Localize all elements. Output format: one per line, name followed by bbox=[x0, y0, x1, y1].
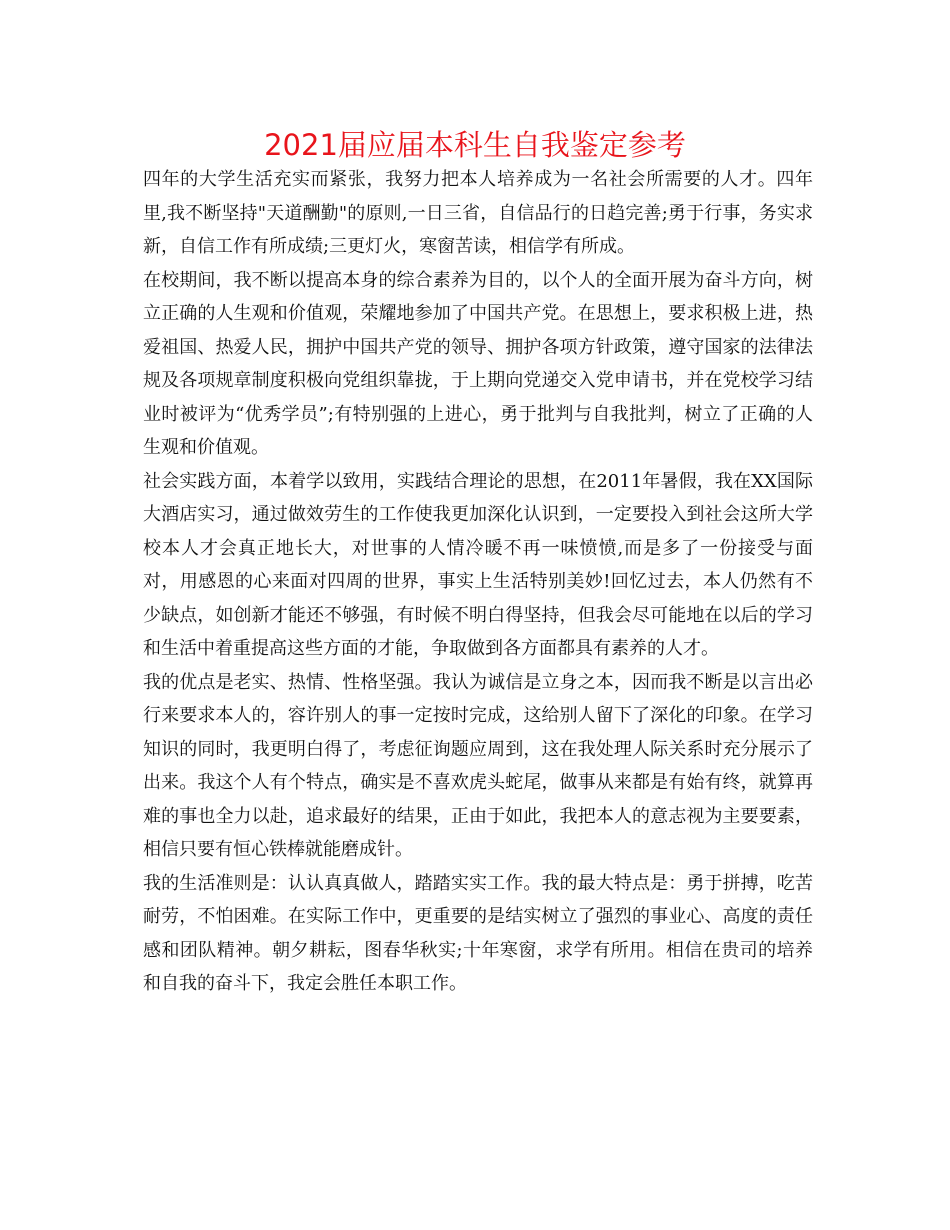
paragraph-2: 在校期间，我不断以提高本身的综合素养为目的，以个人的全面开展为奋斗方向，树立正确的人生观和价值观，荣耀地参加了中国共产党。在思想上，要求积极上进，热爱祖国、热爱人民，拥护中国共产党的领导、拥护各项方针政策，遵守国家的法律法规及各项规章制度积极向党组织靠拢，于上期向党递交入党申请书，并在党校学习结业时被评为“优秀学员”;有特别强的上进心，勇于批判与自我批判，树立了正确的人生观和价值观。 bbox=[143, 269, 813, 458]
paragraph-3: 社会实践方面，本着学以致用，实践结合理论的思想，在2011年暑假，我在XX国际大酒店实习，通过做效劳生的工作使我更加深化认识到，一定要投入到社会这所大学校本人才会真正地长大，对世事的人情冷暖不再一味愤愤,而是多了一份接受与面对，用感恩的心来面对四周的世界，事实上生活特别美妙!回忆过去，本人仍然有不少缺点，如创新才能还不够强，有时候不明白得坚持，但我会尽可能地在以后的学习和生活中着重提高这些方面的才能，争取做到各方面都具有素养的人才。 bbox=[143, 470, 813, 659]
document-body bbox=[143, 163, 813, 1001]
document-title: 2021届应届本科生自我鉴定参考 bbox=[264, 128, 686, 162]
paragraph-1: 四年的大学生活充实而紧张，我努力把本人培养成为一名社会所需要的人才。四年里,我不断坚持"天道酬勤"的原则,一日三省，自信品行的日趋完善;勇于行事，务实求新，自信工作有所成绩;三更灯火，寒窗苦读，相信学有所成。 bbox=[143, 169, 813, 257]
paragraph-5: 我的生活准则是：认认真真做人，踏踏实实工作。我的最大特点是：勇于拼搏，吃苦耐劳，不怕困难。在实际工作中，更重要的是结实树立了强烈的事业心、高度的责任感和团队精神。朝夕耕耘，图春华秋实;十年寒窗，求学有所用。相信在贵司的培养和自我的奋斗下，我定会胜任本职工作。 bbox=[143, 872, 813, 994]
paragraph-4: 我的优点是老实、热情、性格坚强。我认为诚信是立身之本，因而我不断是以言出必行来要求本人的，容许别人的事一定按时完成，这给别人留下了深化的印象。在学习知识的同时，我更明白得了，考虑征询题应周到，这在我处理人际关系时充分展示了出来。我这个人有个特点，确实是不喜欢虎头蛇尾，做事从来都是有始有终，就算再难的事也全力以赴，追求最好的结果，正由于如此，我把本人的意志视为主要要素，相信只要有恒心铁棒就能磨成针。 bbox=[143, 671, 813, 860]
